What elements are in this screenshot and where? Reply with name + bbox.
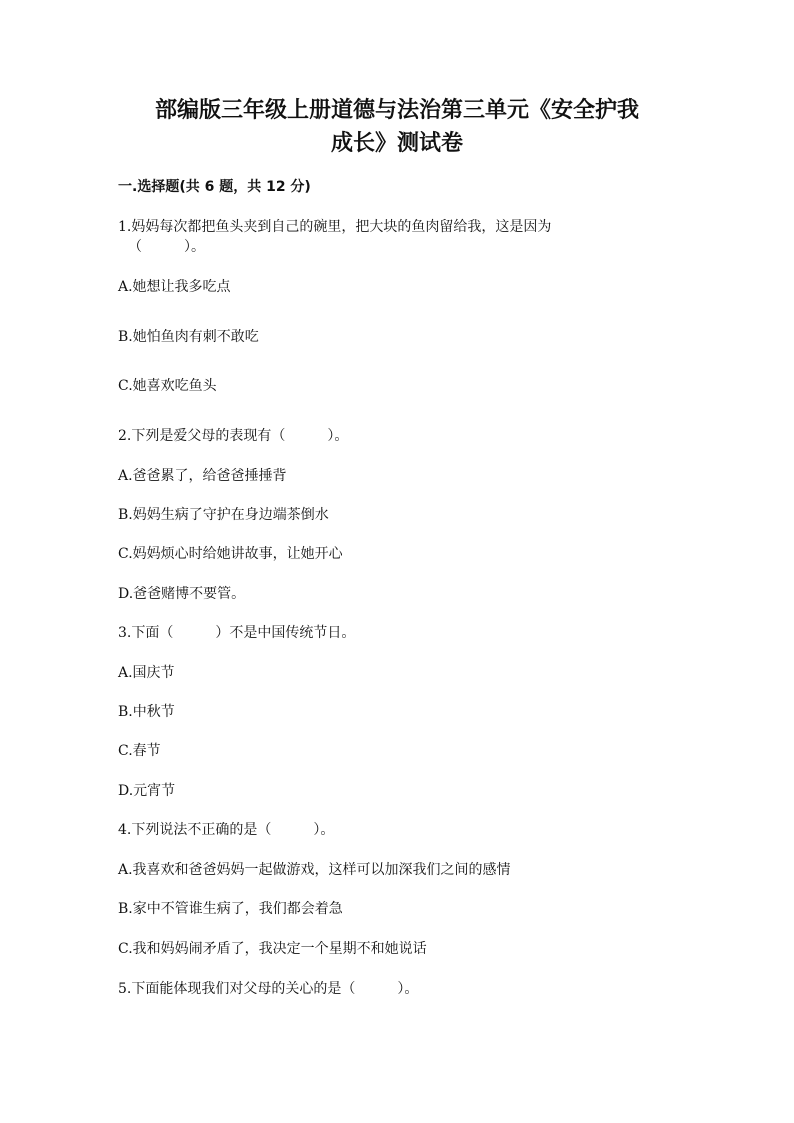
section-heading: 一.选择题(共 6 题，共 12 分) (118, 179, 311, 195)
page-title-line-1: 部编版三年级上册道德与法治第三单元《安全护我 (154, 98, 639, 123)
question-4-option-b[interactable]: B.家中不管谁生病了，我们都会着急 (118, 901, 343, 917)
question-3-option-b[interactable]: B.中秋节 (118, 704, 175, 720)
question-1-stem: 1.妈妈每次都把鱼头夹到自己的碗里，把大块的鱼肉留给我，这是因为 (118, 219, 552, 235)
question-3-stem: 3.下面（ ）不是中国传统节日。 (118, 625, 356, 641)
question-3-option-a[interactable]: A.国庆节 (118, 665, 175, 681)
question-4-option-c[interactable]: C.我和妈妈闹矛盾了，我决定一个星期不和她说话 (118, 941, 427, 957)
question-3-option-d[interactable]: D.元宵节 (118, 783, 176, 799)
question-2-option-a[interactable]: A.爸爸累了，给爸爸捶捶背 (118, 468, 287, 484)
question-4-option-a[interactable]: A.我喜欢和爸爸妈妈一起做游戏，这样可以加深我们之间的感情 (118, 862, 511, 878)
question-2-option-d[interactable]: D.爸爸赌博不要管。 (118, 586, 246, 602)
question-1-option-b[interactable]: B.她怕鱼肉有刺不敢吃 (118, 329, 259, 345)
question-2-stem: 2.下列是爱父母的表现有（ ）。 (118, 428, 349, 444)
question-1-stem-cont: （ ）。 (128, 239, 205, 255)
question-1-option-a[interactable]: A.她想让我多吃点 (118, 279, 231, 295)
question-4-stem: 4.下列说法不正确的是（ ）。 (118, 822, 335, 838)
page-title-line-2: 成长》测试卷 (330, 131, 463, 156)
question-1-option-c[interactable]: C.她喜欢吃鱼头 (118, 378, 217, 394)
question-2-option-c[interactable]: C.妈妈烦心时给她讲故事，让她开心 (118, 546, 343, 562)
question-2-option-b[interactable]: B.妈妈生病了守护在身边端茶倒水 (118, 507, 329, 523)
question-3-option-c[interactable]: C.春节 (118, 743, 161, 759)
question-5-stem: 5.下面能体现我们对父母的关心的是（ ）。 (118, 981, 419, 997)
